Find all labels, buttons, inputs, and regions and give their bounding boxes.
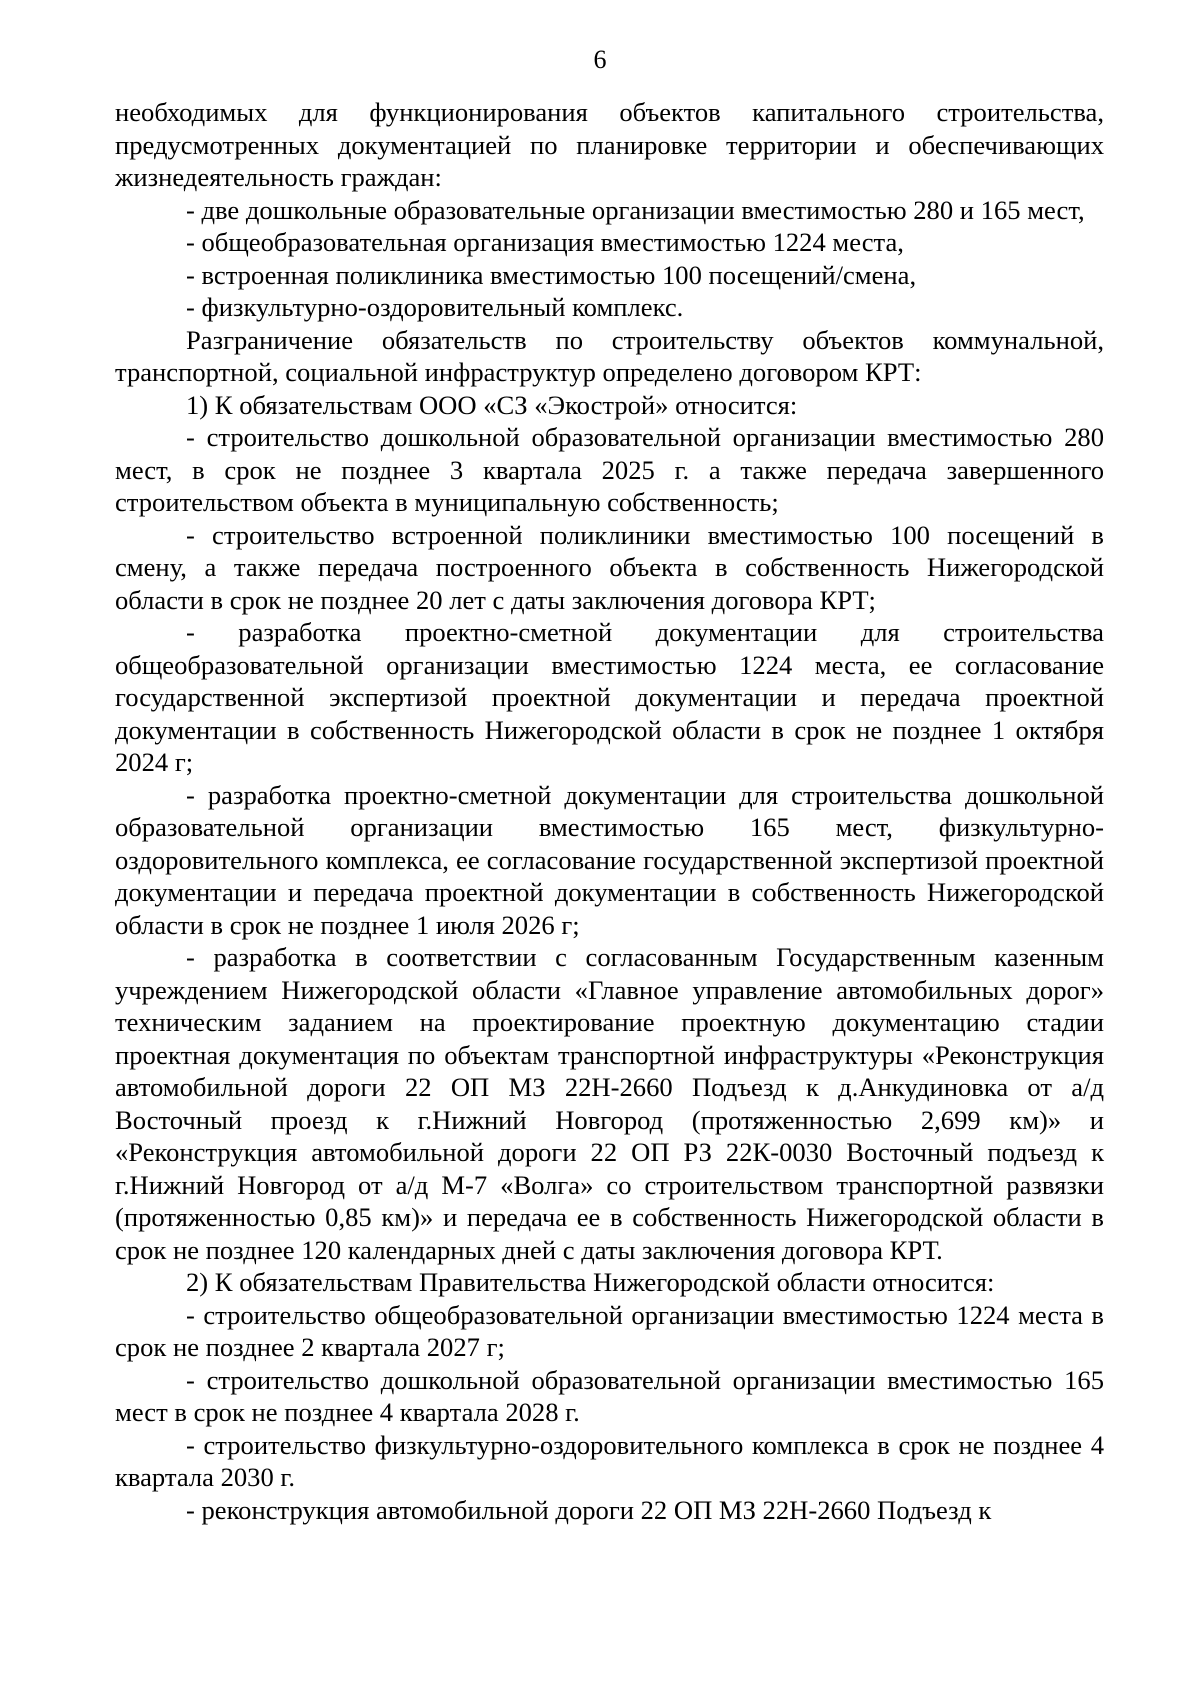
paragraph-intro: необходимых для функционирования объектов капитального строительства, предусмотренных документацией по планировке территории и обеспечивающих жизнедеятельность граждан: [115, 97, 1104, 192]
list-item: - строительство дошкольной образовательной организации вместимостью 280 мест, в срок не позднее 3 квартала 2025 г. а также передача завершенного строительством объекта в муниципальную собственность; [115, 422, 1104, 517]
list-item: - встроенная поликлиника вместимостью 100 посещений/смена, [186, 259, 917, 290]
list-item: - разработка проектно-сметной документации для строительства дошкольной образовательной организации вместимостью 165 мест, физкультурно-оздоровительного комплекса, ее согласование государственной экспертизой проектной документации и передача проектной документации в собственность Нижегородской области в срок не позднее 1 июля 2026 г; [115, 779, 1104, 940]
list-item: - строительство физкультурно-оздоровительного комплекса в срок не позднее 4 квартала 2030 г. [115, 1429, 1104, 1492]
list-item: - строительство встроенной поликлиники вместимостью 100 посещений в смену, а также передача построенного объекта в собственность Нижегородской области в срок не позднее 20 лет с даты заключения договора КРТ; [115, 519, 1104, 615]
page-number: 6 [593, 45, 607, 74]
list-item: - разработка проектно-сметной документации для строительства общеобразовательной организации вместимостью 1224 места, ее согласование государственной экспертизой проектной документации и передача проектной документации в собственность Нижегородской области в срок не позднее 1 октября 2024 г; [115, 617, 1104, 777]
numbered-heading: 2) К обязательствам Правительства Нижегородской области относится: [186, 1267, 995, 1297]
list-item: - строительство дошкольной образовательной организации вместимостью 165 мест в срок не позднее 4 квартала 2028 г. [115, 1364, 1104, 1427]
list-item: - реконструкция автомобильной дороги 22 ОП МЗ 22Н-2660 Подъезд к [186, 1494, 992, 1525]
document-body [115, 96, 1104, 1526]
list-item: - физкультурно-оздоровительный комплекс. [186, 292, 684, 322]
list-item: - разработка в соответствии с согласованным Государственным казенным учреждением Нижегородской области «Главное управление автомобильных дорог» техническим заданием на проектирование проектную документацию стадии проектная документация по объектам транспортной инфраструктуры «Реконструкция автомобильной дороги 22 ОП МЗ 22Н-2660 Подъезд к д.Анкудиновка от а/д Восточный проезд к г.Нижний Новгород (протяженностью 2,699 км)» и «Реконструкция автомобильной дороги 22 ОП РЗ 22К-0030 Восточный подъезд к г.Нижний Новгород от а/д М-7 «Волга» со строительством транспортной развязки (протяженностью 0,85 км)» и передача ее в собственность Нижегородской области в срок не позднее 120 календарных дней с даты заключения договора КРТ. [115, 942, 1104, 1265]
paragraph: Разграничение обязательств по строительству объектов коммунальной, транспортной, социальной инфраструктур определено договором КРТ: [115, 324, 1104, 387]
list-item: - две дошкольные образовательные организации вместимостью 280 и 165 мест, [186, 194, 1085, 225]
list-item: - общеобразовательная организация вместимостью 1224 места, [186, 227, 904, 257]
numbered-heading: 1) К обязательствам ООО «СЗ «Экострой» относится: [186, 389, 798, 420]
list-item: - строительство общеобразовательной организации вместимостью 1224 места в срок не позднее 2 квартала 2027 г; [115, 1299, 1104, 1362]
